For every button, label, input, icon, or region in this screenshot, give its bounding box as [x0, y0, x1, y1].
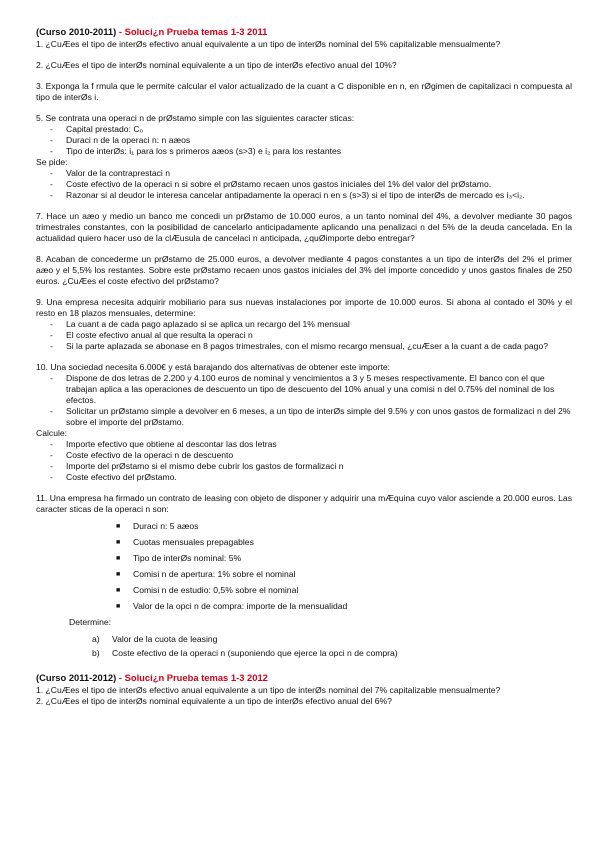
- list-item: - La cuant a de cada pago aplazado si se aplica un recargo del 1% mensual: [50, 319, 572, 330]
- list-item: - Importe efectivo que obtiene al descontar las dos letras: [50, 439, 572, 450]
- list-item: - Razonar si al deudor le interesa cancelar antipadamente la operaci n en s (s>3) si el tipo de interØs de mercado es i₃<i₂.: [50, 190, 572, 201]
- list-item: ■ Comisi n de estudio: 0,5% sobre el nominal: [116, 585, 572, 596]
- question-5-intro: 5. Se contrata una operaci n de prØstamo simple con las siguientes caracter sticas:: [36, 113, 355, 123]
- question-10-calcs: [36, 439, 572, 483]
- part-marker: b): [92, 648, 100, 658]
- question-5-features: [36, 124, 572, 157]
- question-9-intro: 9. Una empresa necesita adquirir mobiliario para sus nuevas instalaciones por importe de 10.000 euros. Si abona al contado el 30% y el resto en 18 plazos mensuales, determine:: [36, 297, 572, 318]
- section-heading-2011: [36, 672, 572, 683]
- section-heading-2010: [36, 26, 572, 37]
- solution-link[interactable]: - Soluci¿n Prueba temas 1-3 2011: [118, 26, 268, 37]
- list-item: - Importe del prØstamo si el mismo debe cubrir los gastos de formalizaci n: [50, 461, 572, 472]
- list-item: - Valor de la contraprestaci n: [50, 168, 572, 179]
- question-10-intro: 10. Una sociedad necesita 6.000€ y está barajando dos alternativas de obtener este importe:: [36, 362, 391, 372]
- list-item: - Solicitar un prØstamo simple a devolver en 6 meses, a un tipo de interØs simple del 9.5% y con unos gastos de formalizaci n del 2% sobre el importe del prØstamo.: [50, 406, 572, 428]
- course-label: (Curso 2011-2012): [36, 672, 119, 683]
- document-page: [36, 26, 572, 707]
- question-11-intro: 11. Una empresa ha firmado un contrato de leasing con objeto de disponer y adquirir una mÆquina cuyo valor asciende a 20.000 euros. Las caracter sticas de la operaci n son:: [36, 493, 572, 514]
- question-11-features: [36, 521, 572, 612]
- part-text: Coste efectivo de la operaci n (suponiendo que ejerce la opci n de compra): [112, 648, 398, 658]
- list-item: - Dispone de dos letras de 2.200 y 4.100 euros de nominal y vencimientos a 3 y 5 meses respectivamente. El banco con el que trabajan aplica a las operaciones de descuento un tipo de descuento del 10% anual y una comisi n del 0.75% del nominal de los efectos.: [50, 373, 572, 406]
- question-10-calc-label: Calcule:: [36, 428, 68, 438]
- question-9-items: [36, 319, 572, 352]
- list-item: - Tipo de interØs: i₁ para los s primeros aæos (s>3) e i₂ para los restantes: [50, 146, 572, 157]
- list-item: - Duraci n de la operaci n: n aæos: [50, 135, 572, 146]
- list-item: - Coste efectivo de la operaci n si sobre el prØstamo recaen unos gastos iniciales del 1% del valor del prØstamo.: [50, 179, 572, 190]
- course-label: (Curso 2010-2011): [36, 26, 119, 37]
- question-11-parts: [36, 634, 572, 659]
- list-item: - El coste efectivo anual al que resulta la operaci n: [50, 330, 572, 341]
- list-item: ■ Cuotas mensuales prepagables: [116, 537, 572, 548]
- list-item: ■ Tipo de interØs nominal: 5%: [116, 553, 572, 564]
- question-8: 8. Acaban de concederme un prØstamo de 25.000 euros, a devolver mediante 4 pagos constantes a un tipo de interØs del 2% el primer aæo y el 5,5% los restantes. Sobre este prØstamo recaen unos gastos iniciales del 3% del importe concedido y unos gastos finales de 250 euros. ¿CuÆes el coste efectivo del prØstamo?: [36, 254, 572, 286]
- solution-link[interactable]: - Soluci¿n Prueba temas 1-3 2012: [118, 672, 268, 683]
- question-2: 2. ¿CuÆes el tipo de interØs nominal equivalente a un tipo de interØs efectivo anual del 10%?: [36, 60, 397, 70]
- list-item: - Capital prestado: C₀: [50, 124, 572, 135]
- question-1: 1. ¿CuÆes el tipo de interØs efectivo anual equivalente a un tipo de interØs nominal del 5% capitalizable mensualmente?: [36, 39, 501, 49]
- question-5-asks-label: Se pide:: [36, 157, 68, 167]
- list-item: [92, 634, 572, 645]
- question-7: 7. Hace un aæo y medio un banco me concedi un prØstamo de 10.000 euros, a un tanto nominal del 4%, a devolver mediante 30 pagos trimestrales constantes, con la posibilidad de cancelarlo anticipadamente aplicando una penalizaci n del 5% de la deuda cancelada. En la actualidad quiero hacer uso de la clÆusula de cancelaci n anticipada, ¿quØimporte debo entregar?: [36, 211, 572, 243]
- part-marker: a): [92, 634, 100, 644]
- question-5-asks: [36, 168, 572, 201]
- list-item: - Si la parte aplazada se abonase en 8 pagos trimestrales, con el mismo recargo mensual, ¿cuÆser a la cuant a de cada pago?: [50, 341, 572, 352]
- question-11-determine-label: Determine:: [69, 617, 112, 627]
- list-item: - Coste efectivo del prØstamo.: [50, 472, 572, 483]
- list-item: - Coste efectivo de la operaci n de descuento: [50, 450, 572, 461]
- part-text: Valor de la cuota de leasing: [112, 634, 218, 644]
- list-item: [92, 648, 572, 659]
- list-item: ■ Comisi n de apertura: 1% sobre el nominal: [116, 569, 572, 580]
- s2-question-2: 2. ¿CuÆes el tipo de interØs nominal equivalente a un tipo de interØs efectivo anual del 6%?: [36, 696, 392, 706]
- list-item: ■ Valor de la opci n de compra: importe de la mensualidad: [116, 601, 572, 612]
- s2-question-1: 1. ¿CuÆes el tipo de interØs efectivo anual equivalente a un tipo de interØs nominal del 7% capitalizable mensualmente?: [36, 685, 501, 695]
- question-10-items: [36, 373, 572, 428]
- question-3: 3. Exponga la f rmula que le permite calcular el valor actualizado de la cuant a C disponible en n, en rØgimen de capitalizaci n compuesta al tipo de interØs i.: [36, 81, 572, 102]
- list-item: ■ Duraci n: 5 aæos: [116, 521, 572, 532]
